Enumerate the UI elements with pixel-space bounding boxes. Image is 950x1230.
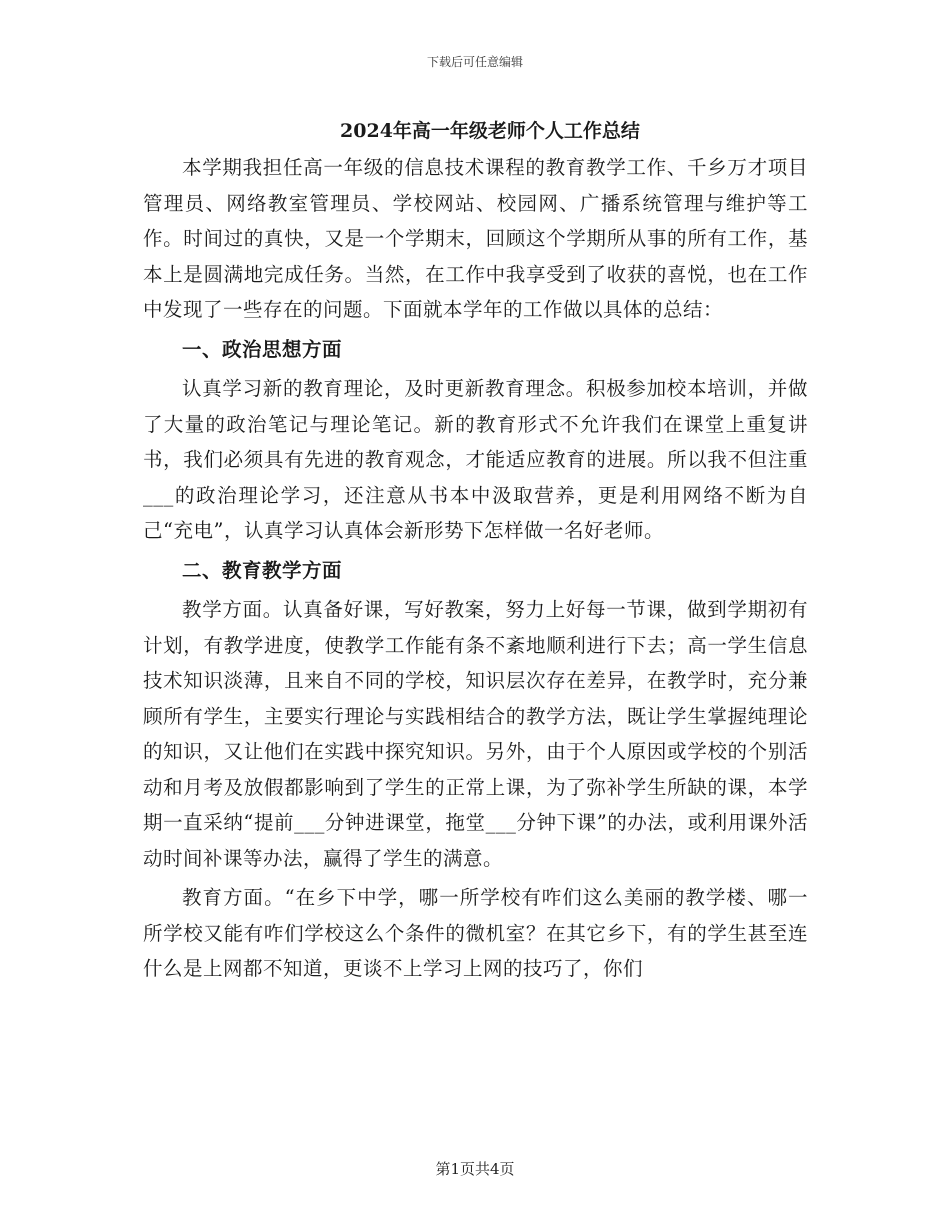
politics-paragraph: 认真学习新的教育理论，及时更新教育理念。积极参加校本培训，并做了大量的政治笔记与理论笔记。新的教育形式不允许我们在课堂上重复讲书，我们必须具有先进的教育观念，才能适应教育的进展。所以我不但注重___的政治理论学习，还注意从书本中汲取营养，更是利用网络不断为自己“充电”，认真学习认真体会新形势下怎样做一名好老师。 (143, 377, 808, 542)
page-footer-number: 第1页共4页 (435, 1160, 515, 1178)
document-title: 2024年高一年级老师个人工作总结 (340, 120, 640, 142)
section-heading-politics: 一、政治思想方面 (182, 337, 343, 361)
document-body (143, 150, 808, 987)
teaching-paragraph: 教学方面。认真备好课，写好教案，努力上好每一节课，做到学期初有计划，有教学进度，使教学工作能有条不紊地顺利进行下去；高一学生信息技术知识淡薄，且来自不同的学校，知识层次存在差异，在教学时，充分兼顾所有学生，主要实行理论与实践相结合的教学方法，既让学生掌握纯理论的知识，又让他们在实践中探究知识。另外，由于个人原因或学校的个别活动和月考及放假都影响到了学生的正常上课，为了弥补学生所缺的课，本学期一直采纳“提前___分钟进课堂，拖堂___分钟下课”的办法，或利用课外活动时间补课等办法，赢得了学生的满意。 (143, 598, 808, 870)
section-heading-teaching: 二、教育教学方面 (182, 558, 343, 582)
page-header-note: 下载后可任意编辑 (426, 55, 523, 69)
intro-paragraph: 本学期我担任高一年级的信息技术课程的教育教学工作、千乡万才项目管理员、网络教室管理员、学校网站、校园网、广播系统管理与维护等工作。时间过的真快，又是一个学期末，回顾这个学期所从事的所有工作，基本上是圆满地完成任务。当然，在工作中我享受到了收获的喜悦，也在工作中发现了一些存在的问题。下面就本学年的工作做以具体的总结： (143, 156, 808, 321)
education-paragraph: 教育方面。“在乡下中学，哪一所学校有咋们这么美丽的教学楼、哪一所学校又能有咋们学校这么个条件的微机室？在其它乡下，有的学生甚至连什么是上网都不知道，更谈不上学习上网的技巧了，你们 (143, 886, 808, 980)
